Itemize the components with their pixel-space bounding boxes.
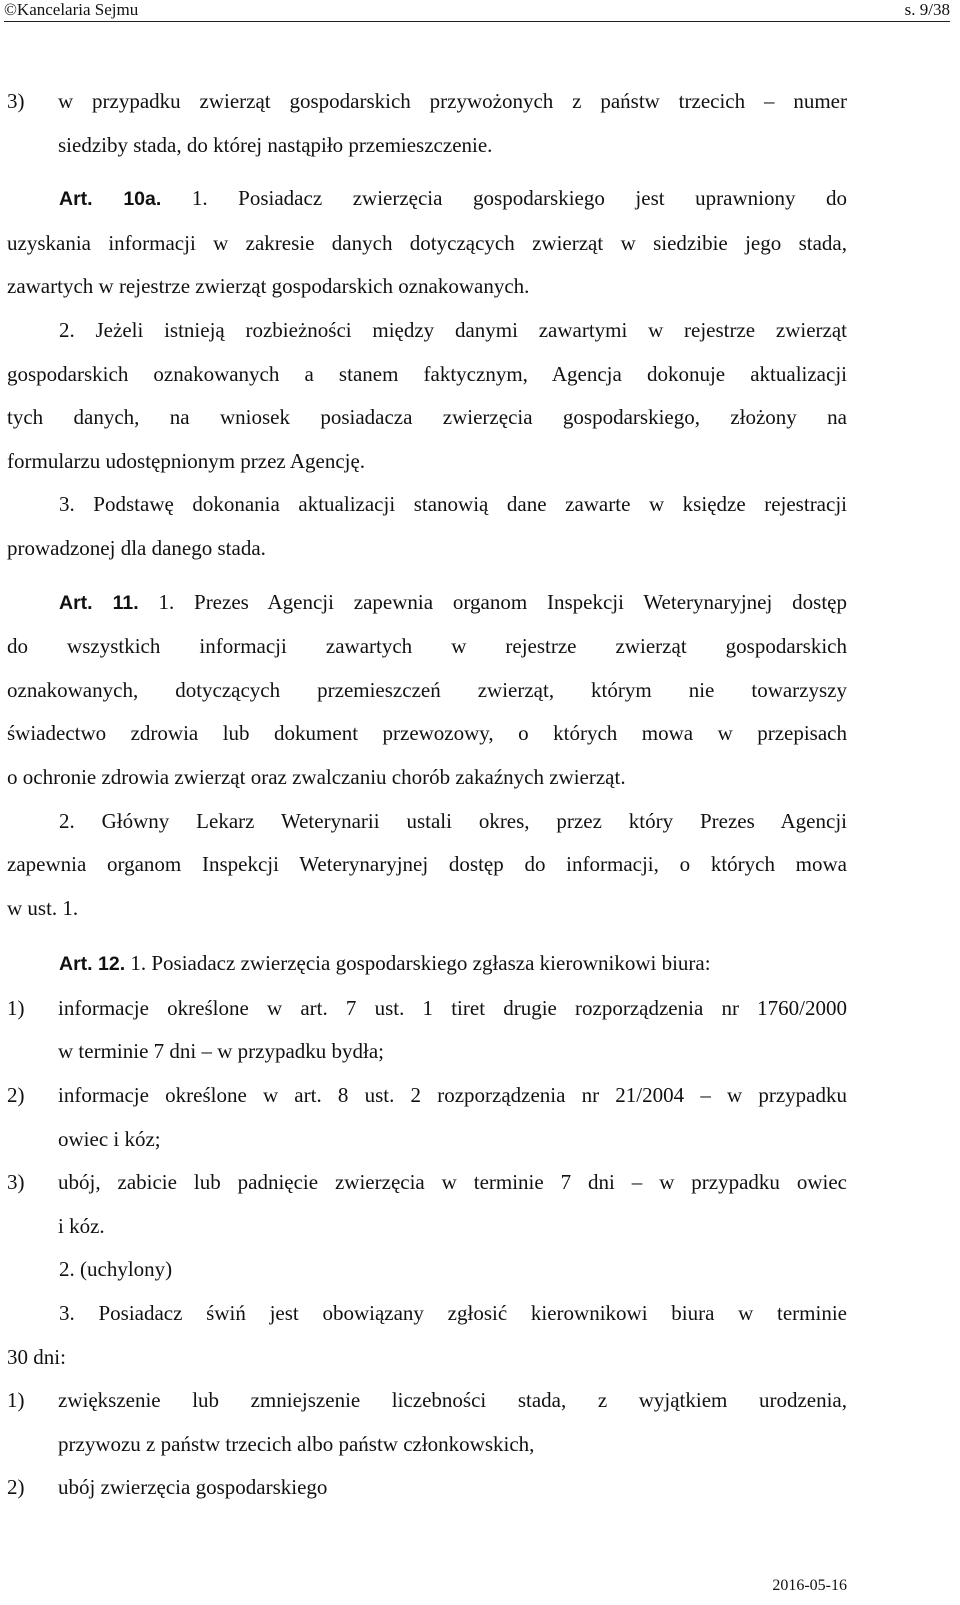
text-line: 3. Posiadacz świń jest obowiązany zgłosić kierownikowi biura w terminie	[59, 1301, 847, 1326]
list-item	[7, 1466, 847, 1510]
list-item	[7, 1161, 847, 1248]
article-label: Art. 11.	[59, 591, 139, 614]
list-item-number: 1)	[7, 995, 25, 1020]
text-line: przywozu z państw trzecich albo państw członkowskich,	[58, 1431, 535, 1456]
text-line: uzyskania informacji w zakresie danych dotyczących zwierząt w siedzibie jego stada,	[7, 230, 847, 255]
text-line: informacje określone w art. 7 ust. 1 tiret drugie rozporządzenia nr 1760/2000	[58, 995, 847, 1020]
text-line: tych danych, na wniosek posiadacza zwierzęcia gospodarskiego, złożony na	[7, 405, 847, 430]
document-body	[7, 80, 847, 1510]
list-item	[7, 987, 847, 1074]
text-line: 2. Jeżeli istnieją rozbieżności między danymi zawartymi w rejestrze zwierząt	[59, 317, 847, 342]
header-page-number: s. 9/38	[904, 0, 950, 19]
text-line: formularzu udostępnionym przez Agencję.	[7, 448, 366, 473]
text-line: i kóz.	[58, 1213, 105, 1238]
text-line: 2. Główny Lekarz Weterynarii ustali okres, przez który Prezes Agencji	[59, 808, 847, 833]
text-line: 3. Podstawę dokonania aktualizacji stanowią dane zawarte w księdze rejestracji	[59, 492, 847, 517]
text-line: 1. Posiadacz zwierzęcia gospodarskiego jest uprawniony do	[191, 186, 848, 211]
text-line: informacje określone w art. 8 ust. 2 rozporządzenia nr 21/2004 – w przypadku	[58, 1083, 847, 1108]
list-item-number: 2)	[7, 1083, 25, 1108]
list-item-number: 3)	[7, 1170, 25, 1195]
text-line: 1. Prezes Agencji zapewnia organom Inspekcji Weterynaryjnej dostęp	[158, 589, 847, 614]
text-line: ubój zwierzęcia gospodarskiego	[58, 1475, 328, 1500]
list-item	[7, 1074, 847, 1161]
text-line: świadectwo zdrowia lub dokument przewozowy, o których mowa w przepisach	[7, 721, 847, 746]
text-line: w terminie 7 dni – w przypadku bydła;	[58, 1039, 385, 1064]
text-line: 1. Posiadacz zwierzęcia gospodarskiego zgłasza kierownikowi biura:	[130, 951, 711, 976]
article-11-intro	[7, 581, 847, 626]
text-line: zwiększenie lub zmniejszenie liczebności stada, z wyjątkiem urodzenia,	[58, 1388, 847, 1413]
text-line: siedziby stada, do której nastąpiło przemieszczenie.	[58, 132, 493, 157]
text-line: 30 dni:	[7, 1344, 66, 1369]
text-line: o ochronie zdrowia zwierząt oraz zwalczaniu chorób zakaźnych zwierząt.	[7, 764, 626, 789]
text-line: gospodarskich oznakowanych a stanem faktycznym, Agencja dokonuje aktualizacji	[7, 361, 847, 386]
text-line: w przypadku zwierząt gospodarskich przywożonych z państw trzecich – numer	[58, 89, 847, 113]
list-item-number: 1)	[7, 1388, 25, 1413]
header-rule	[4, 21, 950, 22]
text-line: do wszystkich informacji zawartych w rejestrze zwierząt gospodarskich	[7, 634, 847, 659]
list-item-number: 2)	[7, 1475, 25, 1500]
text-line: prowadzonej dla danego stada.	[7, 535, 266, 560]
footer-date: 2016-05-16	[772, 1577, 847, 1594]
article-label: Art. 12.	[59, 953, 126, 976]
text-line: zawartych w rejestrze zwierząt gospodarskich oznakowanych.	[7, 274, 530, 299]
article-10a-intro	[7, 177, 847, 222]
header-source: ©Kancelaria Sejmu	[4, 0, 139, 19]
text-line: zapewnia organom Inspekcji Weterynaryjnej dostęp do informacji, o których mowa	[7, 852, 847, 877]
text-line: 2. (uchylony)	[59, 1257, 173, 1282]
list-item	[7, 1379, 847, 1466]
text-line: w ust. 1.	[7, 895, 79, 920]
list-item	[7, 80, 847, 167]
article-label: Art. 10a.	[59, 188, 162, 211]
article-12-intro	[7, 942, 847, 987]
list-item-number: 3)	[7, 89, 25, 113]
text-line: owiec i kóz;	[58, 1126, 161, 1151]
text-line: oznakowanych, dotyczących przemieszczeń zwierząt, którym nie towarzyszy	[7, 677, 847, 702]
text-line: ubój, zabicie lub padnięcie zwierzęcia w terminie 7 dni – w przypadku owiec	[58, 1170, 847, 1195]
page-header	[0, 0, 960, 22]
